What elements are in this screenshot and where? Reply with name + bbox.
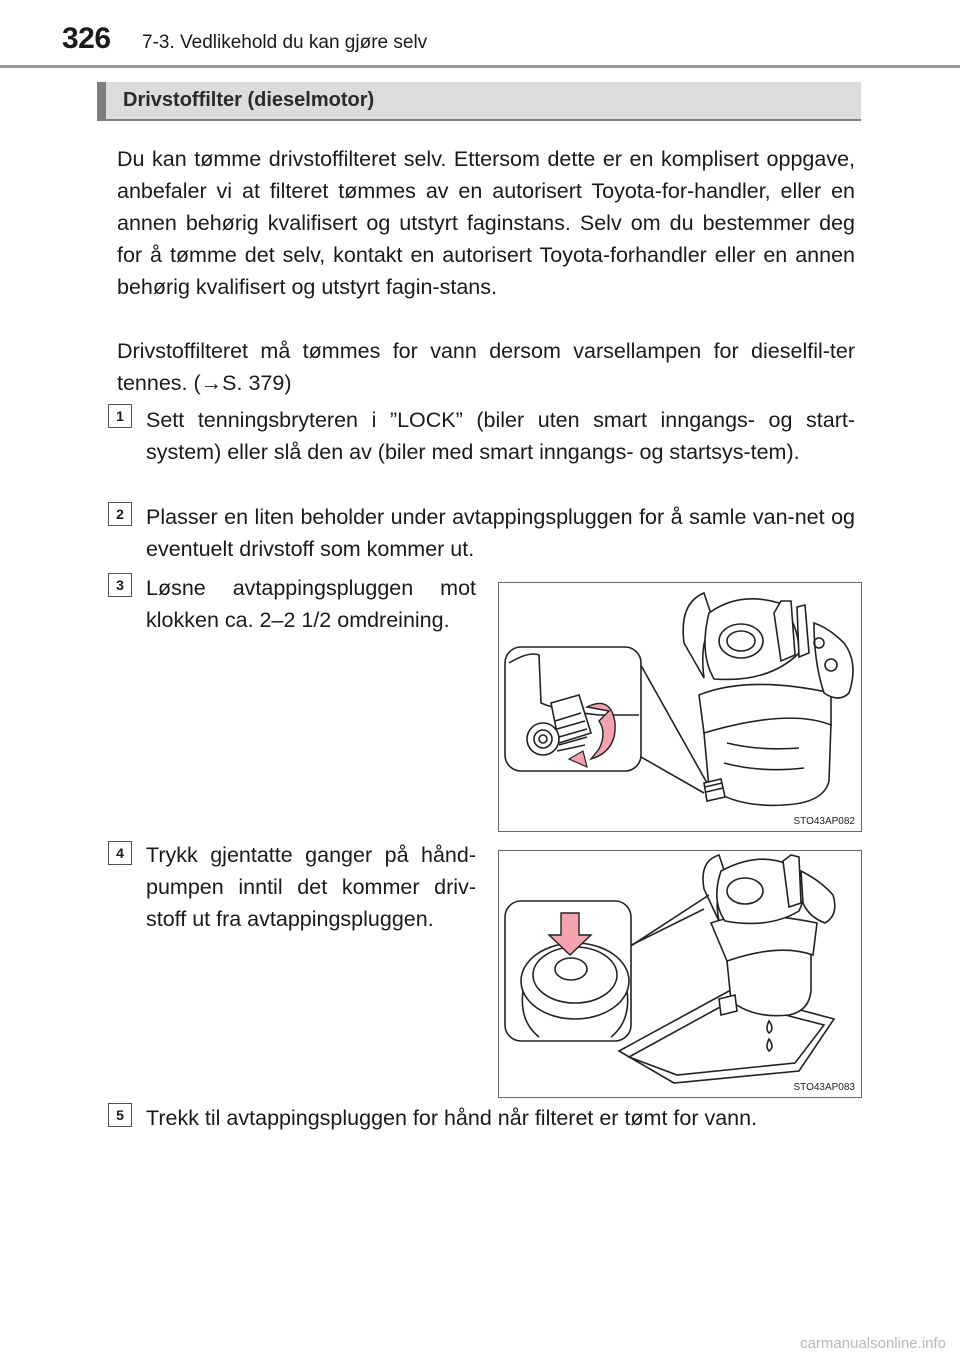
chapter-title: 7-3. Vedlikehold du kan gjøre selv	[142, 32, 428, 53]
hand-pump-illustration	[499, 851, 860, 1096]
step-text-1: Sett tenningsbryteren i ”LOCK” (biler uten smart inngangs- og start-system) eller slå den av (biler med smart inngangs- og startsys-tem).	[146, 408, 855, 464]
header-divider	[0, 65, 960, 68]
section-heading	[97, 82, 861, 119]
page-number: 326	[62, 22, 111, 55]
section-divider	[97, 119, 861, 121]
figure-drain-plug-loosen	[498, 582, 862, 832]
step-number-3: 3	[108, 573, 132, 597]
step-number-1: 1	[108, 404, 132, 428]
step-number-5: 5	[108, 1103, 132, 1127]
warning-paragraph: Drivstoffilteret må tømmes for vann dersom varsellampen for dieselfil-ter tennes. (→S. 379)	[117, 339, 855, 395]
step-text-2: Plasser en liten beholder under avtappingspluggen for å samle van-net og eventuelt drivstoff som kommer ut.	[146, 505, 855, 561]
step-text-3: Løsne avtappingspluggen mot klokken ca. 2–2 1/2 omdreining.	[146, 576, 476, 632]
figure-hand-pump	[498, 850, 862, 1098]
figure-code: STO43AP082	[793, 816, 855, 827]
figure-code: STO43AP083	[793, 1082, 855, 1093]
step-text-4: Trykk gjentatte ganger på hånd-pumpen inntil det kommer driv-stoff ut fra avtappingspluggen.	[146, 843, 476, 931]
step-number-2: 2	[108, 502, 132, 526]
section-title: Drivstoffilter (dieselmotor)	[123, 89, 375, 111]
step-number-4: 4	[108, 841, 132, 865]
fuel-filter-illustration	[499, 583, 860, 830]
step-text-5: Trekk til avtappingspluggen for hånd når filteret er tømt for vann.	[146, 1106, 758, 1130]
watermark: carmanualsonline.info	[800, 1335, 946, 1352]
intro-paragraph: Du kan tømme drivstoffilteret selv. Ettersom dette er en komplisert oppgave, anbefaler vi at filteret tømmes av en autorisert Toyota-for-handler, eller en annen behørig kvalifisert og utstyrt faginstans. Selv om du bestemmer deg for å tømme det selv, kontakt en autorisert Toyota-forhandler eller en annen behørig kvalifisert og utstyrt fagin-stans.	[117, 147, 855, 299]
